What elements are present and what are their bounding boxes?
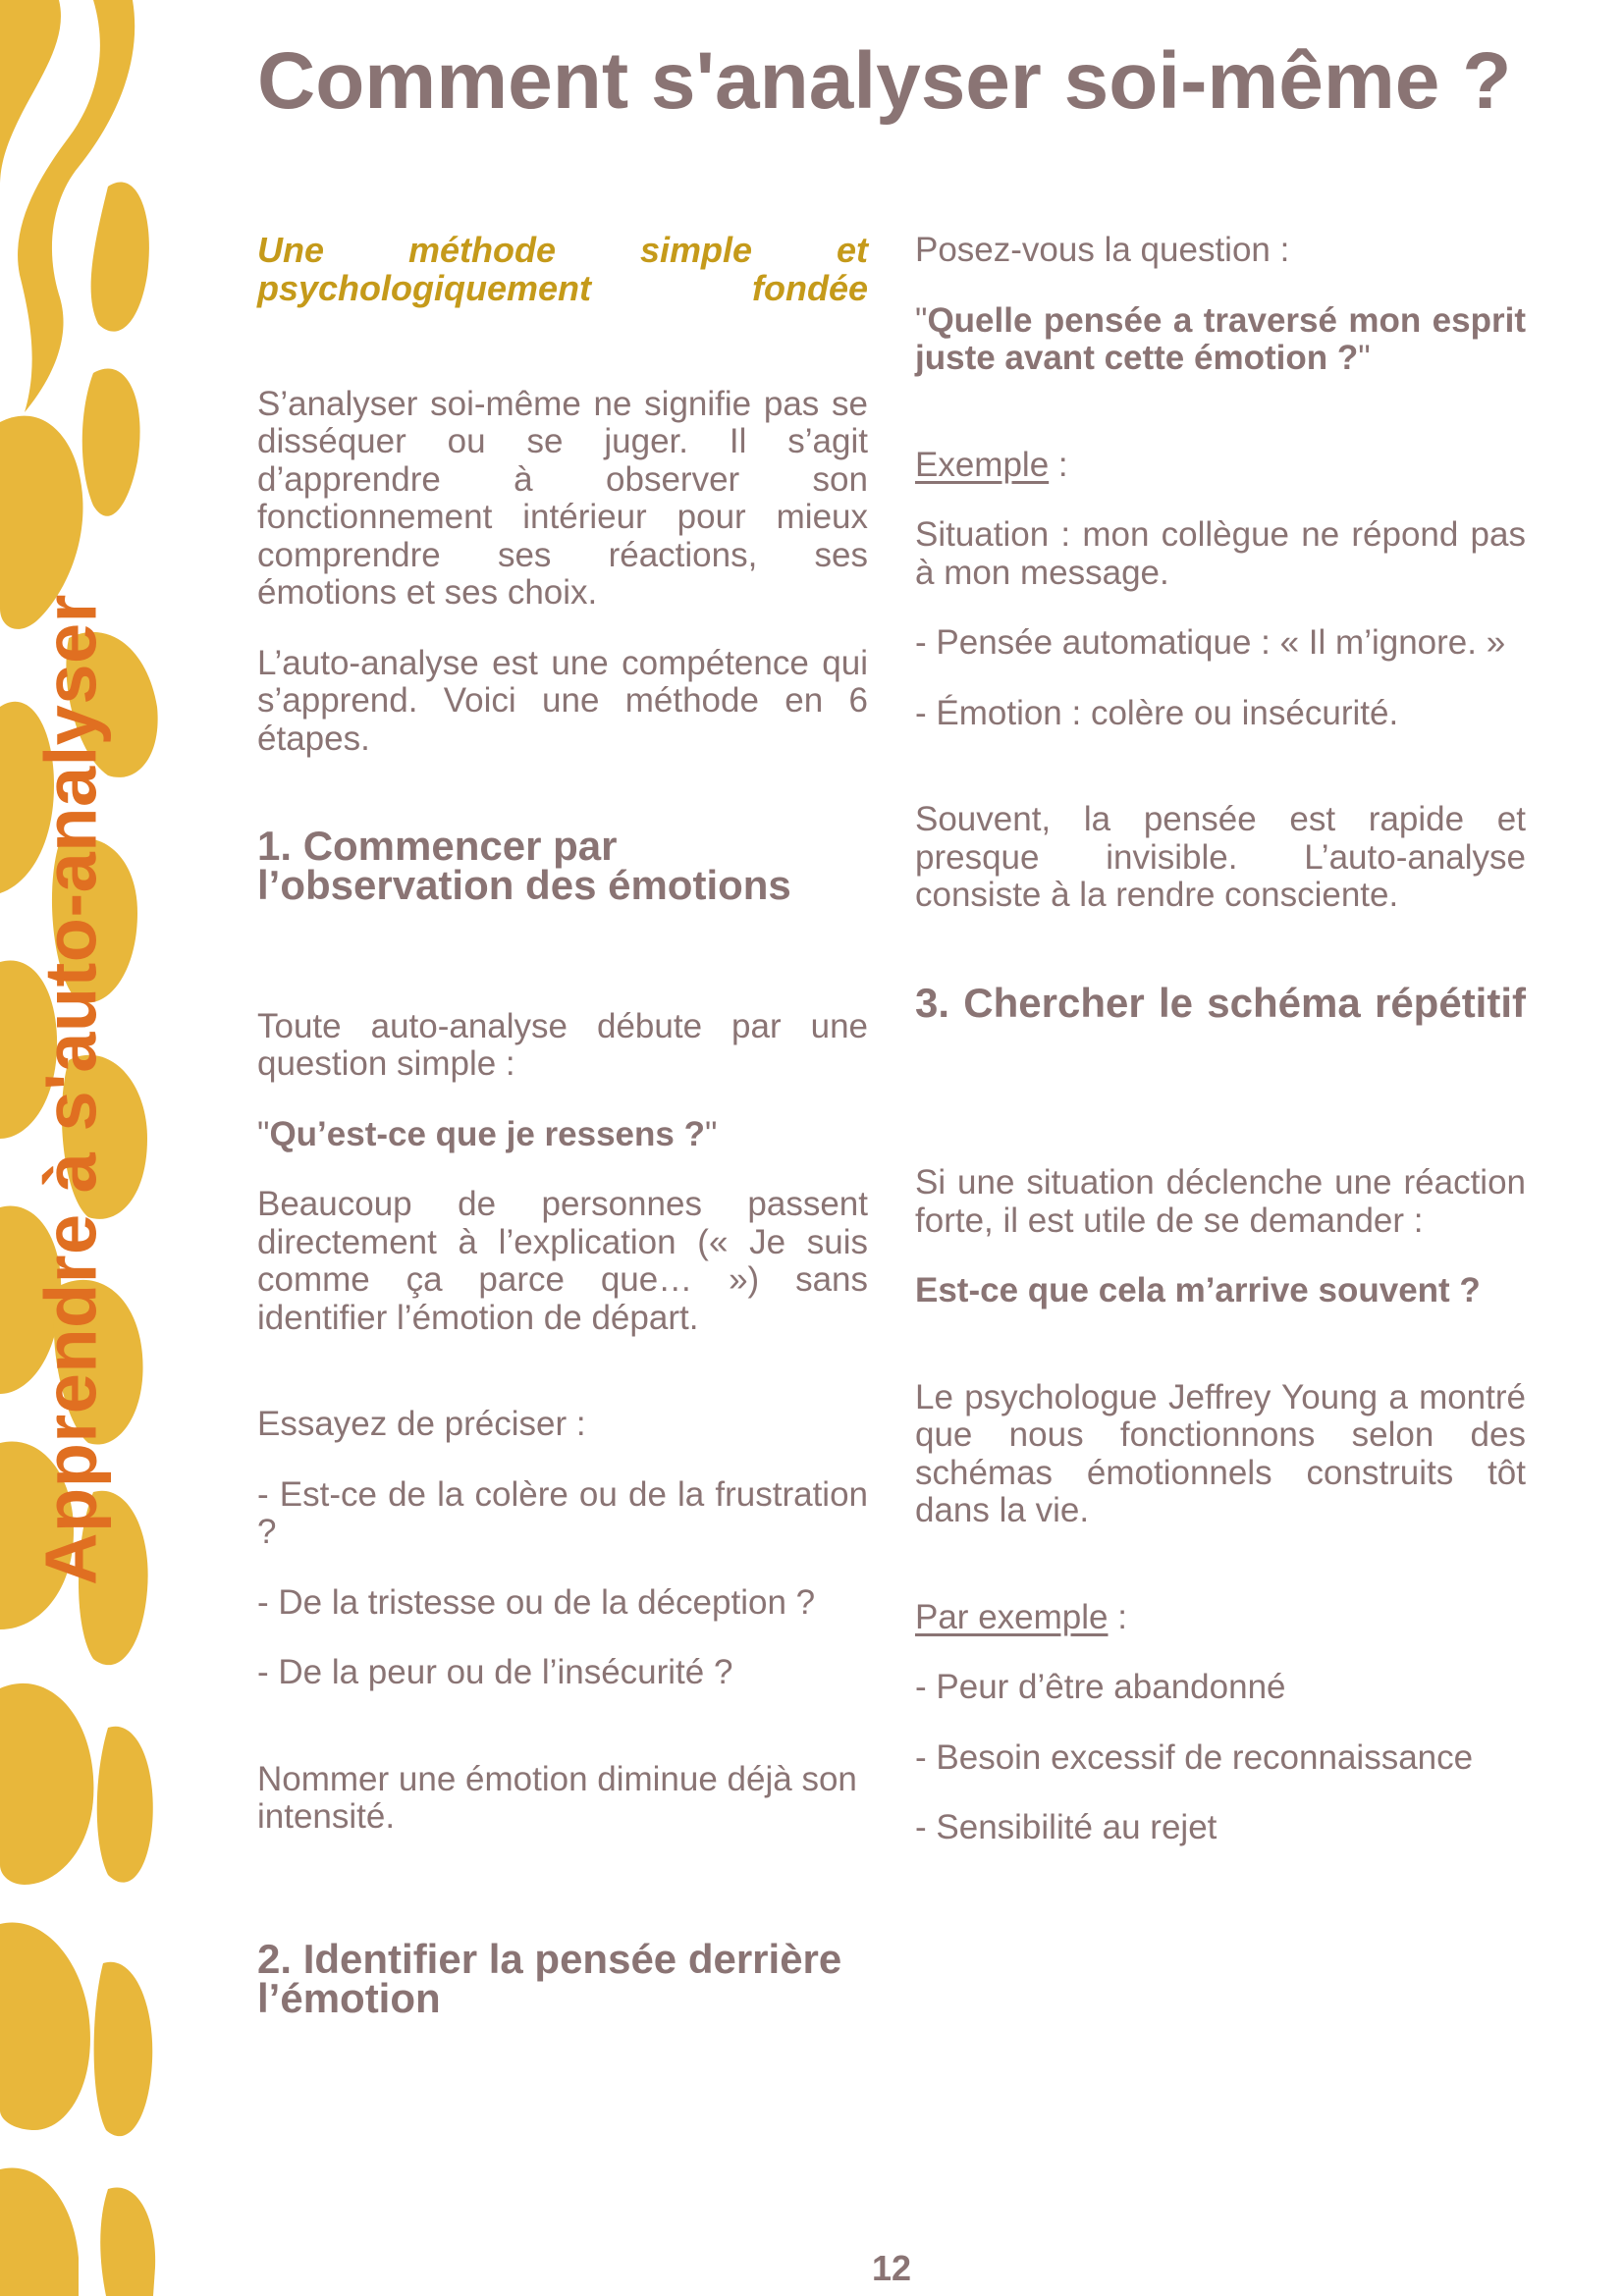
right-quote: "Quelle pensée a traversé mon esprit juste avant cette émotion ?"	[915, 300, 1526, 377]
example-label: Exemple :	[915, 445, 1068, 484]
left-column	[257, 232, 868, 2051]
emotion-list-item: - Est-ce de la colère ou de la frustration ?	[257, 1474, 868, 1552]
right-question: Est-ce que cela m’arrive souvent ?	[915, 1271, 1481, 1310]
emotion-list-item: - De la peur ou de l’insécurité ?	[257, 1653, 733, 1692]
example-situation: Situation : mon collègue ne répond pas à mon message.	[915, 515, 1526, 592]
intro-paragraph-2: L’auto-analyse est une compétence qui s’apprend. Voici une méthode en 6 étapes.	[257, 643, 868, 758]
section-1-paragraph-2: Beaucoup de personnes passent directement à l’explication (« Je suis comme ça parce que… ») sans identifier l’émotion de départ.	[257, 1185, 868, 1337]
page-title: Comment s'analyser soi-même ?	[257, 36, 1512, 126]
side-title: Apprendre à s'auto-analyser	[29, 594, 112, 1585]
schema-list-item: - Sensibilité au rejet	[915, 1808, 1217, 1847]
section-3-heading: 3. Chercher le schéma répétitif	[915, 979, 1526, 1026]
schema-list-item: - Besoin excessif de reconnaissance	[915, 1737, 1474, 1777]
page-number: 12	[872, 2248, 912, 2288]
example-emotion: - Émotion : colère ou insécurité.	[915, 693, 1399, 732]
section-2-heading: 2. Identifier la pensée derrière l’émotion	[257, 1935, 842, 2021]
emotion-list-item: - De la tristesse ou de la déception ?	[257, 1582, 816, 1622]
example-pensee: - Pensée automatique : « Il m’ignore. »	[915, 623, 1506, 662]
section-1-heading: 1. Commencer par l’observation des émotions	[257, 823, 791, 909]
right-paragraph-2: Souvent, la pensée est rapide et presque invisible. L’auto-analyse consiste à la rendre consciente.	[915, 800, 1526, 914]
section-1-paragraph-1: Toute auto-analyse débute par une question simple :	[257, 1006, 868, 1084]
intro-heading: Une méthode simple et psychologiquement fondée	[257, 230, 868, 308]
schema-list-item: - Peur d’être abandonné	[915, 1668, 1286, 1707]
right-paragraph-4: Le psychologue Jeffrey Young a montré que nous fonctionnons selon des schémas émotionnels construits tôt dans la vie.	[915, 1377, 1526, 1530]
intro-paragraph-1: S’analyser soi-même ne signifie pas se disséquer ou se juger. Il s’agit d’apprendre à observer son fonctionnement intérieur pour mieux comprendre ses réactions, ses émotions et ses choix.	[257, 384, 868, 613]
section-1-quote: "Qu’est-ce que je ressens ?"	[257, 1114, 718, 1153]
section-1-paragraph-3: Essayez de préciser :	[257, 1405, 586, 1444]
par-exemple-label: Par exemple :	[915, 1597, 1127, 1636]
right-column	[915, 232, 1526, 1880]
right-paragraph-3: Si une situation déclenche une réaction forte, il est utile de se demander :	[915, 1163, 1526, 1240]
right-paragraph-1: Posez-vous la question :	[915, 231, 1290, 269]
section-1-paragraph-4: Nommer une émotion diminue déjà son intensité.	[257, 1759, 857, 1837]
